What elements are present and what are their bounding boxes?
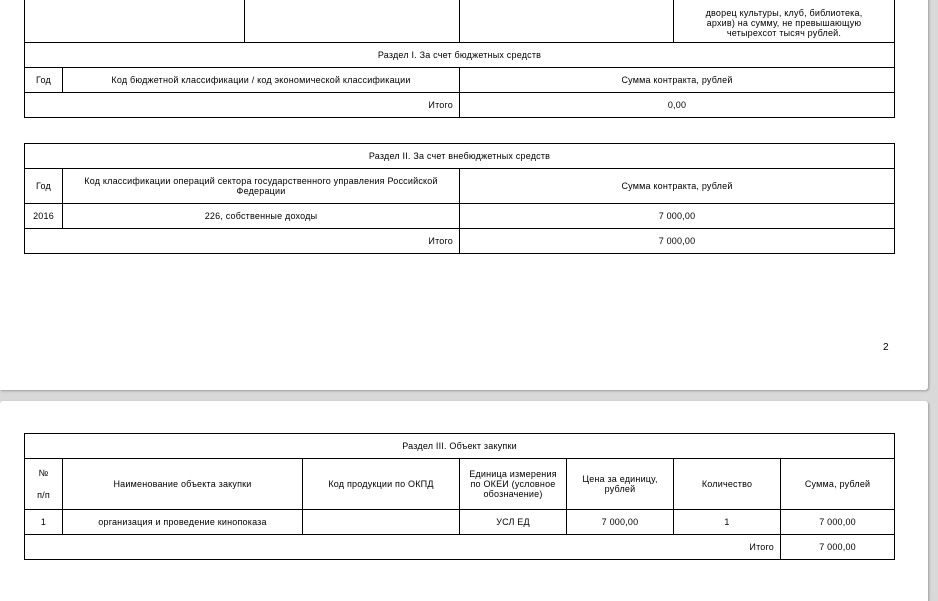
fragment-line-1: дворец культуры, клуб, библиотека, [705, 8, 863, 18]
section2-total-label: Итого [25, 229, 460, 254]
section1-total-value: 0,00 [460, 93, 895, 118]
previous-table-fragment [24, 0, 895, 43]
section2-row-sum: 7 000,00 [460, 204, 895, 229]
section3-row-okpd [303, 510, 460, 535]
section3-row-num: 1 [25, 510, 63, 535]
section2-title: Раздел II. За счет внебюджетных средств [25, 144, 895, 169]
section2-table [24, 143, 895, 254]
section1-total-label: Итого [25, 93, 460, 118]
section1-col-code: Код бюджетной классификации / код экономической классификации [63, 68, 460, 93]
section3-col-num [25, 459, 63, 510]
table-row [25, 204, 895, 229]
section2-col-year: Год [25, 169, 63, 204]
fragment-line-3: четырехсот тысяч рублей. [726, 28, 842, 38]
section2-col-sum: Сумма контракта, рублей [460, 169, 895, 204]
section3-col-num-line2: п/п [37, 490, 50, 500]
section3-col-okpd: Код продукции по ОКПД [303, 459, 460, 510]
section2-row-year: 2016 [25, 204, 63, 229]
table-row [25, 510, 895, 535]
section3-row-sum: 7 000,00 [781, 510, 895, 535]
section3-total-value: 7 000,00 [781, 535, 895, 560]
section2-col-code: Код классификации операций сектора государственного управления Российской Федерации [63, 169, 460, 204]
section3-row-name: организация и проведение кинопоказа [63, 510, 303, 535]
section3-title: Раздел III. Объект закупки [25, 434, 895, 459]
fragment-cell-3 [460, 0, 674, 43]
fragment-line-2: архив) на сумму, не превышающую [706, 18, 862, 28]
section3-col-name: Наименование объекта закупки [63, 459, 303, 510]
section1-title: Раздел I. За счет бюджетных средств [25, 43, 895, 68]
section3-row-qty: 1 [674, 510, 781, 535]
section3-total-label: Итого [25, 535, 781, 560]
fragment-cell-text [674, 0, 895, 43]
section3-col-sum: Сумма, рублей [781, 459, 895, 510]
section3-table [24, 433, 895, 560]
section1-col-sum: Сумма контракта, рублей [460, 68, 895, 93]
section2-row-code: 226, собственные доходы [63, 204, 460, 229]
fragment-cell-2 [245, 0, 460, 43]
section3-col-qty: Количество [674, 459, 781, 510]
page-number: 2 [883, 342, 889, 353]
document-page-2 [0, 401, 928, 601]
fragment-cell-1 [25, 0, 245, 43]
section3-row-unit: УСЛ ЕД [460, 510, 567, 535]
section3-col-price: Цена за единицу, рублей [567, 459, 674, 510]
section1-table [24, 42, 895, 118]
section3-row-price: 7 000,00 [567, 510, 674, 535]
section3-col-num-line1: № [38, 468, 49, 478]
section1-col-year: Год [25, 68, 63, 93]
section2-total-value: 7 000,00 [460, 229, 895, 254]
section3-col-unit: Единица измерения по ОКЕИ (условное обозначение) [460, 459, 567, 510]
